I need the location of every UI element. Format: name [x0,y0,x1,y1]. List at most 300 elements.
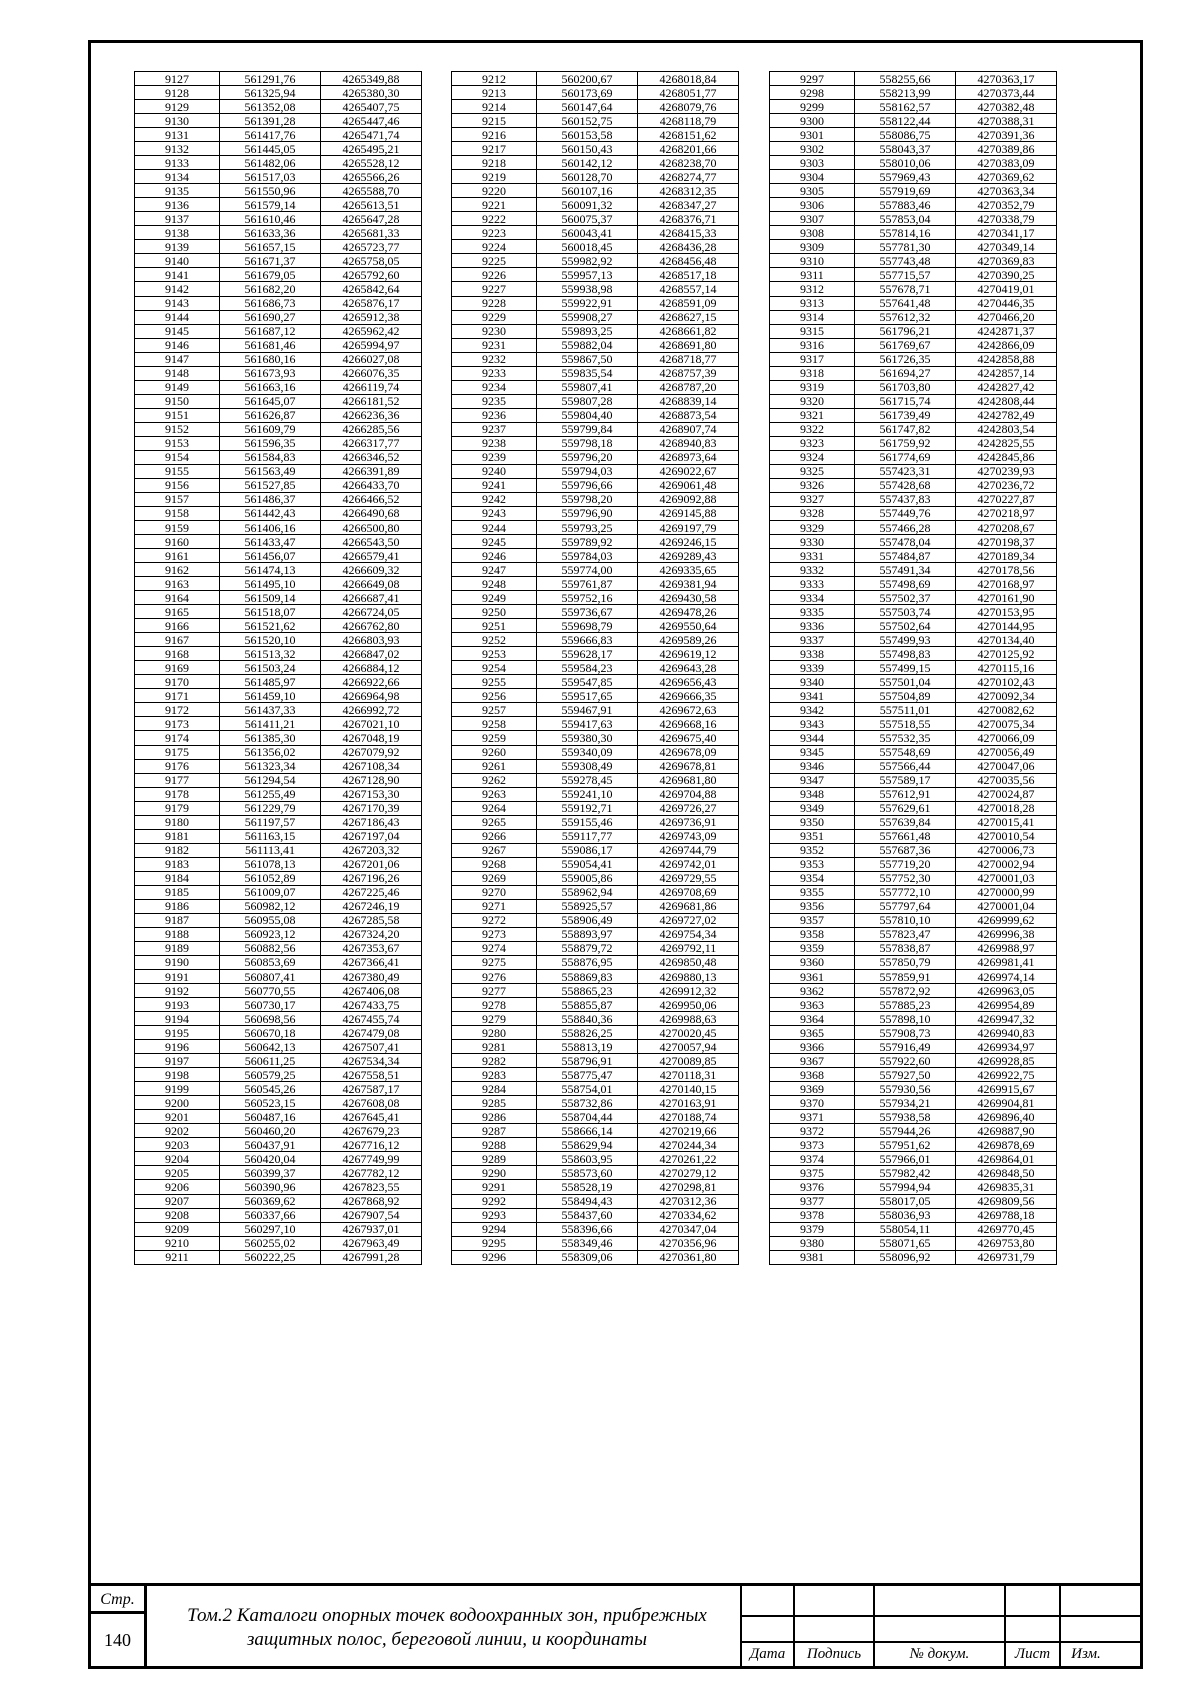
table-row [135,394,422,408]
point-number: 9250 [452,605,537,619]
x-coordinate: 559796,90 [537,506,638,520]
y-coordinate: 4269864,01 [956,1152,1057,1166]
x-coordinate: 557752,30 [855,871,956,885]
y-coordinate: 4265471,74 [321,128,422,142]
coordinates-table-3 [769,71,1057,1265]
y-coordinate: 4242871,37 [956,324,1057,338]
y-coordinate: 4266181,52 [321,394,422,408]
table-row [452,296,739,310]
table-row [770,254,1057,268]
x-coordinate: 561521,62 [220,619,321,633]
point-number: 9208 [135,1208,220,1222]
y-coordinate: 4268436,28 [638,240,739,254]
x-coordinate: 561503,24 [220,661,321,675]
x-coordinate: 561113,41 [220,843,321,857]
point-number: 9198 [135,1068,220,1082]
y-coordinate: 4270198,37 [956,535,1057,549]
y-coordinate: 4266490,68 [321,506,422,520]
y-coordinate: 4267225,46 [321,885,422,899]
table-row [770,984,1057,998]
point-number: 9261 [452,759,537,773]
y-coordinate: 4267679,23 [321,1124,422,1138]
point-number: 9253 [452,647,537,661]
y-coordinate: 4270134,40 [956,633,1057,647]
table-row [452,675,739,689]
y-coordinate: 4268376,71 [638,212,739,226]
table-row [135,619,422,633]
table-row [135,436,422,450]
y-coordinate: 4269729,55 [638,871,739,885]
table-row [452,324,739,338]
y-coordinate: 4270066,09 [956,731,1057,745]
table-row [135,1166,422,1180]
y-coordinate: 4267285,58 [321,913,422,927]
point-number: 9240 [452,464,537,478]
x-coordinate: 559584,23 [537,661,638,675]
x-coordinate: 561456,07 [220,549,321,563]
x-coordinate: 561518,07 [220,605,321,619]
table-row [452,731,739,745]
table-row [452,310,739,324]
table-row [770,170,1057,184]
point-number: 9188 [135,927,220,941]
table-row [770,829,1057,843]
y-coordinate: 4270001,04 [956,899,1057,913]
point-number: 9220 [452,184,537,198]
table-row [452,394,739,408]
y-coordinate: 4269988,97 [956,941,1057,955]
table-row [770,394,1057,408]
table-row [135,787,422,801]
y-coordinate: 4269887,90 [956,1124,1057,1138]
y-coordinate: 4270239,93 [956,464,1057,478]
y-coordinate: 4242845,86 [956,450,1057,464]
y-coordinate: 4267324,20 [321,927,422,941]
point-number: 9349 [770,801,855,815]
y-coordinate: 4267170,39 [321,801,422,815]
y-coordinate: 4267201,06 [321,857,422,871]
x-coordinate: 559796,20 [537,450,638,464]
point-number: 9162 [135,563,220,577]
x-coordinate: 559467,91 [537,703,638,717]
table-row [135,633,422,647]
y-coordinate: 4265380,30 [321,86,422,100]
table-row [452,366,739,380]
y-coordinate: 4269726,27 [638,801,739,815]
page-label: Стр. [91,1588,144,1614]
point-number: 9283 [452,1068,537,1082]
x-coordinate: 561520,10 [220,633,321,647]
table-row [135,1096,422,1110]
table-row [452,492,739,506]
table-row [452,563,739,577]
y-coordinate: 4269335,65 [638,563,739,577]
point-number: 9209 [135,1222,220,1236]
point-number: 9286 [452,1110,537,1124]
x-coordinate: 559417,63 [537,717,638,731]
y-coordinate: 4268517,18 [638,268,739,282]
point-number: 9174 [135,731,220,745]
x-coordinate: 560420,04 [220,1152,321,1166]
table-row [135,759,422,773]
x-coordinate: 558925,57 [537,899,638,913]
y-coordinate: 4266922,66 [321,675,422,689]
point-number: 9334 [770,591,855,605]
point-number: 9189 [135,941,220,955]
y-coordinate: 4270446,35 [956,296,1057,310]
x-coordinate: 557772,10 [855,885,956,899]
y-coordinate: 4268661,82 [638,324,739,338]
table-row [770,1082,1057,1096]
x-coordinate: 559807,41 [537,380,638,394]
x-coordinate: 561229,79 [220,801,321,815]
table-row [452,156,739,170]
y-coordinate: 4265495,21 [321,142,422,156]
point-number: 9377 [770,1194,855,1208]
x-coordinate: 557969,43 [855,170,956,184]
x-coordinate: 558666,14 [537,1124,638,1138]
point-number: 9330 [770,535,855,549]
table-row [452,871,739,885]
x-coordinate: 558840,36 [537,1012,638,1026]
y-coordinate: 4269753,80 [956,1236,1057,1250]
table-row [135,577,422,591]
point-number: 9129 [135,100,220,114]
point-number: 9323 [770,436,855,450]
point-number: 9244 [452,521,537,535]
table-row [452,86,739,100]
point-number: 9299 [770,100,855,114]
table-row [770,1194,1057,1208]
point-number: 9371 [770,1110,855,1124]
y-coordinate: 4269289,43 [638,549,739,563]
y-coordinate: 4270163,91 [638,1096,739,1110]
y-coordinate: 4268787,20 [638,380,739,394]
point-number: 9181 [135,829,220,843]
point-number: 9296 [452,1250,537,1264]
point-number: 9135 [135,184,220,198]
table-row [135,899,422,913]
point-number: 9164 [135,591,220,605]
x-coordinate: 560091,32 [537,198,638,212]
x-coordinate: 561078,13 [220,857,321,871]
x-coordinate: 561513,32 [220,647,321,661]
y-coordinate: 4269788,18 [956,1208,1057,1222]
point-number: 9322 [770,422,855,436]
table-row [770,366,1057,380]
x-coordinate: 559241,10 [537,787,638,801]
x-coordinate: 557641,48 [855,296,956,310]
point-number: 9295 [452,1236,537,1250]
table-row [135,464,422,478]
point-number: 9183 [135,857,220,871]
x-coordinate: 557589,17 [855,773,956,787]
table-row [452,885,739,899]
x-coordinate: 560460,20 [220,1124,321,1138]
table-row [770,1208,1057,1222]
x-coordinate: 559278,45 [537,773,638,787]
y-coordinate: 4270035,56 [956,773,1057,787]
y-coordinate: 4269896,40 [956,1110,1057,1124]
point-number: 9287 [452,1124,537,1138]
y-coordinate: 4267507,41 [321,1040,422,1054]
x-coordinate: 561633,36 [220,226,321,240]
y-coordinate: 4269643,28 [638,661,739,675]
x-coordinate: 558629,94 [537,1138,638,1152]
table-row [135,535,422,549]
table-row [452,773,739,787]
point-number: 9212 [452,72,537,86]
x-coordinate: 561411,21 [220,717,321,731]
point-number: 9199 [135,1082,220,1096]
table-row [452,899,739,913]
y-coordinate: 4265588,70 [321,184,422,198]
document-number-label: № докум. [909,1646,970,1662]
signature-grid [740,1586,1143,1666]
point-number: 9138 [135,226,220,240]
point-number: 9226 [452,268,537,282]
point-number: 9268 [452,857,537,871]
y-coordinate: 4270006,73 [956,843,1057,857]
y-coordinate: 4266543,50 [321,535,422,549]
y-coordinate: 4270218,97 [956,506,1057,520]
point-number: 9361 [770,970,855,984]
x-coordinate: 559908,27 [537,310,638,324]
table-row [770,801,1057,815]
table-row [452,1166,739,1180]
x-coordinate: 560545,26 [220,1082,321,1096]
table-row [452,422,739,436]
y-coordinate: 4270352,79 [956,198,1057,212]
x-coordinate: 560853,69 [220,955,321,969]
point-number: 9368 [770,1068,855,1082]
x-coordinate: 559005,86 [537,871,638,885]
table-row [452,478,739,492]
x-coordinate: 558893,97 [537,927,638,941]
x-coordinate: 559086,17 [537,843,638,857]
y-coordinate: 4267406,08 [321,984,422,998]
point-number: 9193 [135,998,220,1012]
x-coordinate: 557532,35 [855,731,956,745]
y-coordinate: 4269954,89 [956,998,1057,1012]
x-coordinate: 558754,01 [537,1082,638,1096]
y-coordinate: 4270168,97 [956,577,1057,591]
y-coordinate: 4268018,84 [638,72,739,86]
y-coordinate: 4267196,26 [321,871,422,885]
x-coordinate: 560642,13 [220,1040,321,1054]
x-coordinate: 560369,62 [220,1194,321,1208]
point-number: 9151 [135,408,220,422]
y-coordinate: 4269940,83 [956,1026,1057,1040]
point-number: 9248 [452,577,537,591]
x-coordinate: 560807,41 [220,970,321,984]
signature-label: Подпись [806,1646,862,1662]
table-row [135,310,422,324]
point-number: 9168 [135,647,220,661]
table-row [135,268,422,282]
y-coordinate: 4267455,74 [321,1012,422,1026]
table-row [770,1166,1057,1180]
table-row [135,254,422,268]
point-number: 9203 [135,1138,220,1152]
point-number: 9363 [770,998,855,1012]
x-coordinate: 561609,79 [220,422,321,436]
table-row [770,970,1057,984]
table-row [452,128,739,142]
table-row [135,72,422,86]
table-row [452,787,739,801]
table-row [770,1138,1057,1152]
x-coordinate: 561596,35 [220,436,321,450]
y-coordinate: 4270356,96 [638,1236,739,1250]
point-number: 9210 [135,1236,220,1250]
point-number: 9133 [135,156,220,170]
x-coordinate: 557797,64 [855,899,956,913]
x-coordinate: 559784,03 [537,549,638,563]
point-number: 9300 [770,114,855,128]
y-coordinate: 4270361,80 [638,1250,739,1264]
point-number: 9150 [135,394,220,408]
table-row [770,927,1057,941]
table-row [452,998,739,1012]
y-coordinate: 4267716,12 [321,1138,422,1152]
point-number: 9187 [135,913,220,927]
table-row [135,226,422,240]
table-row [452,380,739,394]
x-coordinate: 559982,92 [537,254,638,268]
point-number: 9351 [770,829,855,843]
table-row [770,226,1057,240]
y-coordinate: 4269668,16 [638,717,739,731]
table-row [770,633,1057,647]
x-coordinate: 561509,14 [220,591,321,605]
table-row [135,1208,422,1222]
coordinates-table-1 [134,71,422,1265]
y-coordinate: 4268591,09 [638,296,739,310]
point-number: 9318 [770,366,855,380]
table-row [770,759,1057,773]
x-coordinate: 561769,67 [855,338,956,352]
x-coordinate: 560882,56 [220,941,321,955]
table-row [770,436,1057,450]
y-coordinate: 4266285,56 [321,422,422,436]
point-number: 9163 [135,577,220,591]
table-row [135,1012,422,1026]
x-coordinate: 558096,92 [855,1250,956,1264]
y-coordinate: 4269912,32 [638,984,739,998]
x-coordinate: 561759,92 [855,436,956,450]
point-number: 9308 [770,226,855,240]
table-row [770,380,1057,394]
x-coordinate: 560150,43 [537,142,638,156]
y-coordinate: 4269809,56 [956,1194,1057,1208]
table-row [770,1040,1057,1054]
table-row [135,142,422,156]
x-coordinate: 557966,01 [855,1152,956,1166]
point-number: 9247 [452,563,537,577]
x-coordinate: 561291,76 [220,72,321,86]
y-coordinate: 4270391,36 [956,128,1057,142]
point-number: 9167 [135,633,220,647]
point-number: 9284 [452,1082,537,1096]
point-number: 9143 [135,296,220,310]
point-number: 9246 [452,549,537,563]
y-coordinate: 4269145,88 [638,506,739,520]
point-number: 9332 [770,563,855,577]
x-coordinate: 558349,46 [537,1236,638,1250]
table-row [452,506,739,520]
x-coordinate: 557548,69 [855,745,956,759]
sheet-label: Лист [1014,1646,1051,1662]
table-row [770,1124,1057,1138]
point-number: 9348 [770,787,855,801]
table-row [452,605,739,619]
table-row [135,492,422,506]
x-coordinate: 558603,95 [537,1152,638,1166]
table-row [135,1040,422,1054]
y-coordinate: 4267645,41 [321,1110,422,1124]
x-coordinate: 559789,92 [537,535,638,549]
x-coordinate: 560770,55 [220,984,321,998]
x-coordinate: 557719,20 [855,857,956,871]
y-coordinate: 4269672,63 [638,703,739,717]
table-row [135,1250,422,1264]
y-coordinate: 4269478,26 [638,605,739,619]
point-number: 9232 [452,352,537,366]
table-row [452,549,739,563]
table-row [135,1236,422,1250]
table-row [452,184,739,198]
y-coordinate: 4242808,44 [956,394,1057,408]
point-number: 9321 [770,408,855,422]
y-coordinate: 4269848,50 [956,1166,1057,1180]
y-coordinate: 4267823,55 [321,1180,422,1194]
table-row [770,955,1057,969]
table-row [135,324,422,338]
point-number: 9231 [452,338,537,352]
y-coordinate: 4269928,85 [956,1054,1057,1068]
y-coordinate: 4269915,67 [956,1082,1057,1096]
x-coordinate: 560255,02 [220,1236,321,1250]
x-coordinate: 557715,57 [855,268,956,282]
point-number: 9272 [452,913,537,927]
table-row [770,647,1057,661]
table-row [135,970,422,984]
y-coordinate: 4266803,93 [321,633,422,647]
x-coordinate: 557629,61 [855,801,956,815]
table-row [135,773,422,787]
table-row [135,857,422,871]
y-coordinate: 4270382,48 [956,100,1057,114]
x-coordinate: 560698,56 [220,1012,321,1026]
point-number: 9263 [452,787,537,801]
point-number: 9381 [770,1250,855,1264]
point-number: 9241 [452,478,537,492]
y-coordinate: 4270341,17 [956,226,1057,240]
y-coordinate: 4267108,34 [321,759,422,773]
point-number: 9267 [452,843,537,857]
x-coordinate: 557810,10 [855,913,956,927]
y-coordinate: 4242866,09 [956,338,1057,352]
point-number: 9375 [770,1166,855,1180]
table-row [135,478,422,492]
x-coordinate: 558865,23 [537,984,638,998]
table-row [770,114,1057,128]
x-coordinate: 558494,43 [537,1194,638,1208]
x-coordinate: 561579,14 [220,198,321,212]
point-number: 9204 [135,1152,220,1166]
table-row [135,801,422,815]
